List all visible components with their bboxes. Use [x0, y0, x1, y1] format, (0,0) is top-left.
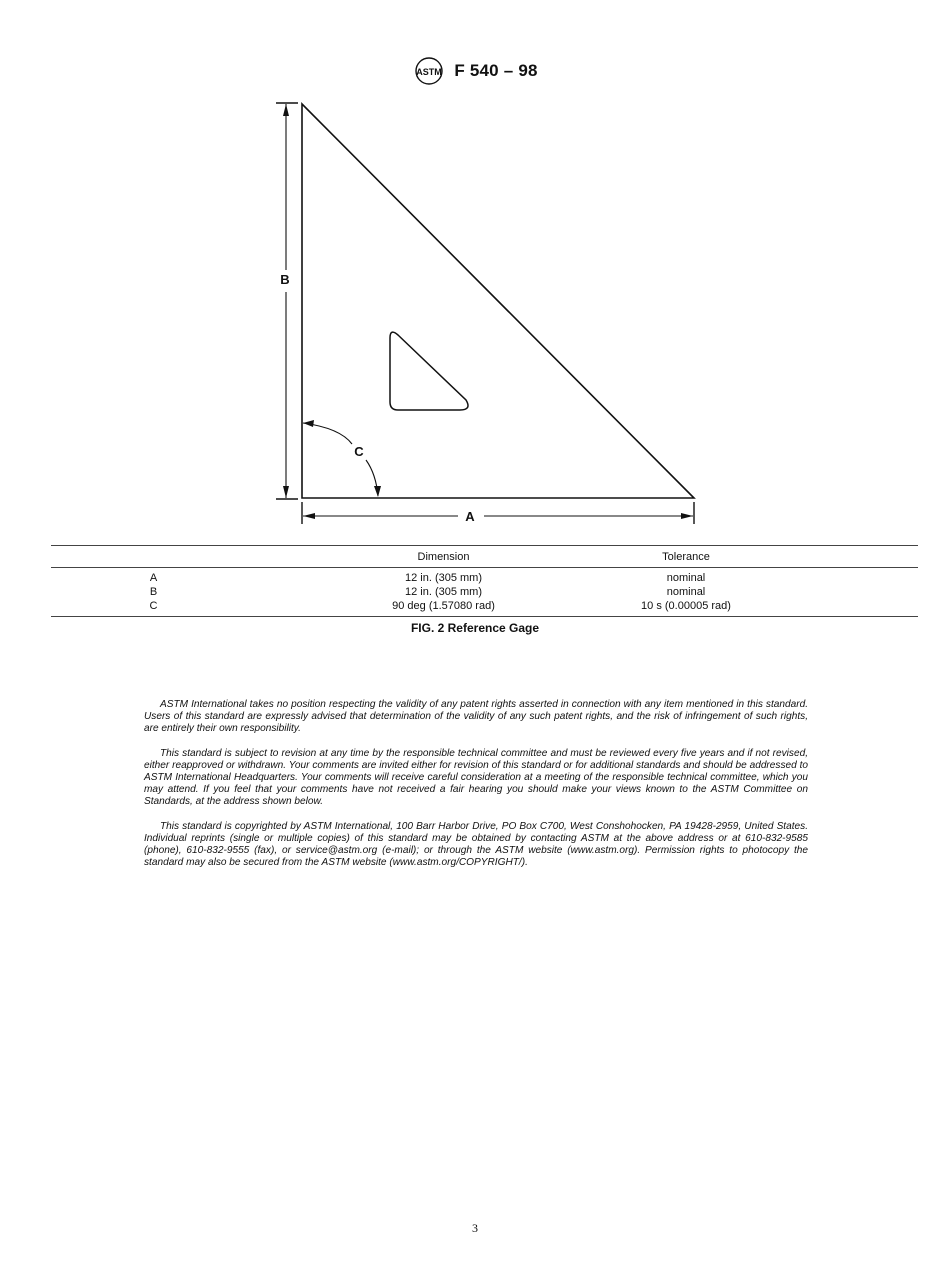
astm-logo — [412, 56, 446, 86]
label-a: A — [465, 509, 475, 524]
reference-gage-drawing — [262, 92, 712, 532]
b-arrow-top — [283, 104, 289, 116]
figure-caption: FIG. 2 Reference Gage — [410, 621, 540, 635]
dimension-table — [51, 545, 918, 617]
table-cell — [741, 568, 918, 586]
table-row — [51, 585, 918, 599]
copyright-notice: This standard is copyrighted by ASTM International, 100 Barr Harbor Drive, PO Box C700, West Conshohocken, PA 19428-2959, United States. Individual reprints (single or multiple copies) of this standard may be obtained by contacting ASTM at the above address or at 610-832-9585 (phone), 610-832-9555 (fax), or service@astm.org (e-mail); or through the ASTM website (www.astm.org). Permission rights to photocopy the standard may also be secured from the ASTM website (www.astm.org/COPYRIGHT/). — [144, 820, 808, 869]
table-cell: 10 s (0.00005 rad) — [631, 599, 741, 617]
table-cell: 12 in. (305 mm) — [404, 586, 483, 598]
table-cell: 90 deg (1.57080 rad) — [256, 599, 631, 617]
table-cell: nominal — [666, 586, 706, 598]
table-cell — [741, 585, 918, 599]
c-arc-upper — [303, 423, 352, 444]
table-header-tolerance: Tolerance — [631, 546, 741, 568]
b-arrow-bottom — [283, 486, 289, 498]
table-row — [51, 568, 918, 586]
table-cell: nominal — [666, 572, 706, 584]
table-row — [51, 599, 918, 617]
designation: F 540 – 98 — [454, 61, 538, 80]
svg-text:ASTM: ASTM — [416, 67, 443, 77]
page-number: 3 — [472, 1221, 478, 1235]
revision-notice: This standard is subject to revision at any time by the responsible technical committee and must be reviewed every five years and if not revised, either reapproved or withdrawn. Your comments are invited either for revision of this standard or for additional standards and should be addressed to ASTM International Headquarters. Your comments will receive careful consideration at a meeting of the responsible technical committee, which you may attend. If you feel that your comments have not received a fair hearing you should make your views known to the ASTM Committee on Standards, at the address shown below. — [144, 747, 808, 808]
page-header — [0, 56, 950, 86]
table-cell: C — [51, 599, 256, 617]
table-header-row — [51, 546, 918, 568]
a-arrow-right — [681, 513, 693, 519]
table-header-cell — [51, 546, 256, 568]
table-header-spacer — [741, 546, 918, 568]
table-header-dimension: Dimension — [256, 546, 631, 568]
gage-cutout — [390, 332, 468, 410]
a-arrow-left — [303, 513, 315, 519]
table-cell: B — [149, 586, 158, 598]
table-cell: A — [149, 572, 158, 584]
legal-notices — [144, 699, 808, 881]
table-cell — [741, 599, 918, 617]
label-b: B — [280, 272, 290, 287]
reference-gage-figure — [262, 92, 712, 532]
patent-notice: ASTM International takes no position respecting the validity of any patent rights asserted in connection with any item mentioned in this standard. Users of this standard are expressly advised that determination of the validity of any such patent rights, and the risk of infringement of such rights, are entirely their own responsibility. — [144, 699, 808, 735]
label-c: C — [354, 444, 364, 459]
c-arrow-bottom — [374, 486, 381, 497]
table-cell: 12 in. (305 mm) — [404, 572, 483, 584]
c-arrow-top — [303, 420, 314, 427]
gage-outline — [302, 104, 694, 498]
